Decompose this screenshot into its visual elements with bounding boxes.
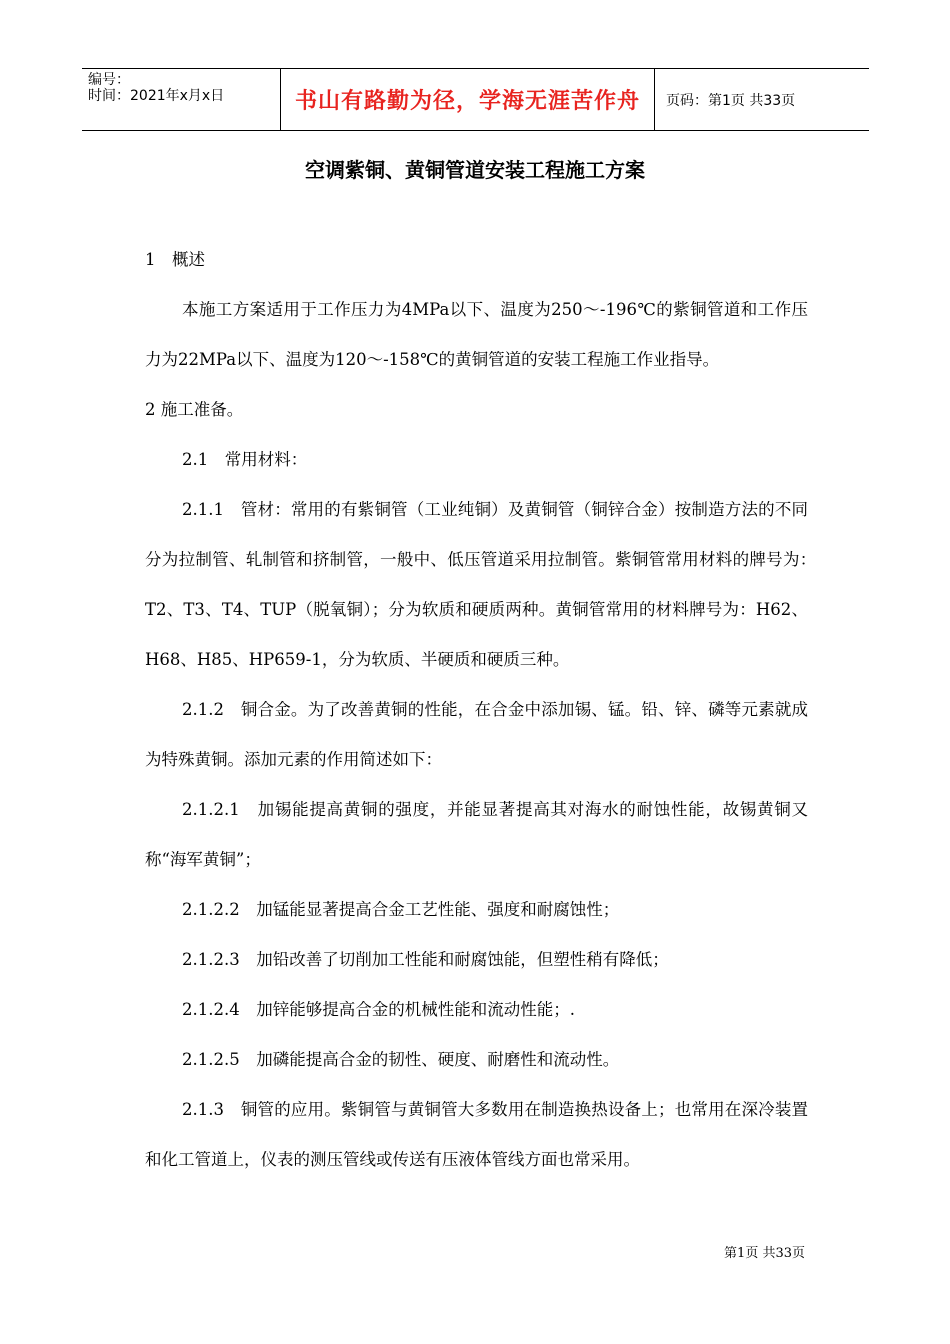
page-footer: 第1页 共33页 [724,1246,805,1261]
header-meta [82,69,281,130]
section-heading: 2 施工准备。 [145,400,244,419]
paragraph: 2.1.2 铜合金。为了改善黄铜的性能，在合金中添加锡、锰。铅、锌、磷等元素就成为特殊黄铜。添加元素的作用简述如下： [145,700,808,769]
header-page-info: 页码：第1页 共33页 [666,92,796,109]
document-body [145,235,825,1185]
document-time-label: 时间：2021年x月x日 [88,88,225,104]
paragraph: 2.1.2.1 加锡能提高黄铜的强度，并能显著提高其对海水的耐蚀性能，故锡黄铜又称“海军黄铜”； [145,800,808,869]
document-number-label: 编号： [88,72,130,88]
subsection-heading: 2.1 常用材料： [182,450,308,469]
paragraph: 本施工方案适用于工作压力为4MPa以下、温度为250～-196℃的紫铜管道和工作压力为22MPa以下、温度为120～-158℃的黄铜管道的安装工程施工作业指导。 [145,300,808,369]
paragraph: 2.1.1 管材：常用的有紫铜管（工业纯铜）及黄铜管（铜锌合金）按制造方法的不同分为拉制管、轧制管和挤制管，一般中、低压管道采用拉制管。紫铜管常用材料的牌号为： T2、T3、T4、TUP（脱氧铜）；分为软质和硬质两种。黄铜管常用的材料牌号为：H62、H68、H85、HP659-1，分为软质、半硬质和硬质三种。 [145,500,825,669]
paragraph: 2.1.3 铜管的应用。紫铜管与黄铜管大多数用在制造换热设备上；也常用在深冷装置和化工管道上，仪表的测压管线或传送有压液体管线方面也常采用。 [145,1100,808,1169]
header-motto: 书山有路勤为径，学海无涯苦作舟 [281,69,655,130]
paragraph: 2.1.2.4 加锌能够提高合金的机械性能和流动性能；. [182,1000,575,1019]
document-title: 空调紫铜、黄铜管道安装工程施工方案 [305,158,645,182]
paragraph: 2.1.2.3 加铅改善了切削加工性能和耐腐蚀能，但塑性稍有降低； [182,950,669,969]
paragraph: 2.1.2.5 加磷能提高合金的韧性、硬度、耐磨性和流动性。 [182,1050,620,1069]
section-heading: 1 概述 [145,250,205,269]
paragraph: 2.1.2.2 加锰能显著提高合金工艺性能、强度和耐腐蚀性； [182,900,620,919]
page-header [82,68,869,131]
